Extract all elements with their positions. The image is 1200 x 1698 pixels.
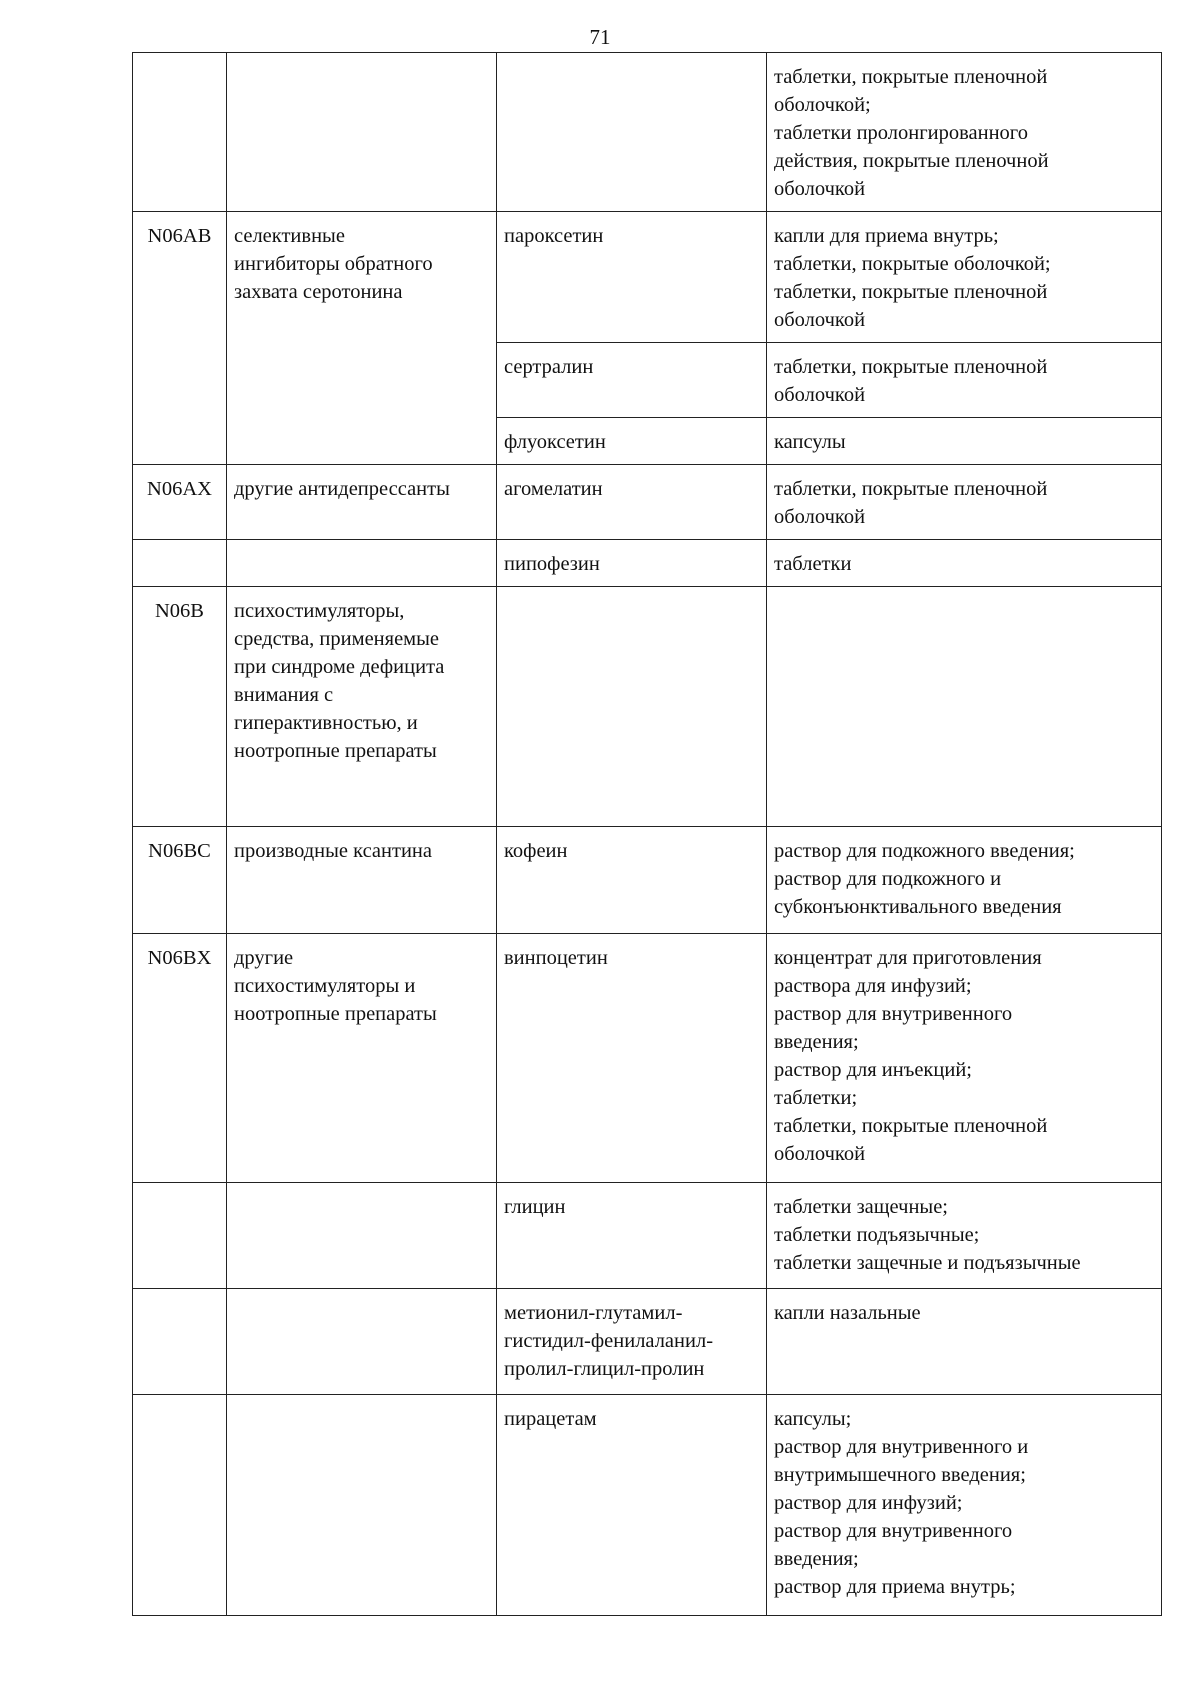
dosage-form-cell: капли назальные xyxy=(767,1289,1162,1395)
drug-name-cell: винпоцетин xyxy=(497,934,767,1183)
atc-code-cell xyxy=(133,53,227,212)
table-row xyxy=(133,212,1162,343)
drug-name-cell: флуоксетин xyxy=(497,418,767,465)
atc-code-cell xyxy=(133,1395,227,1616)
pharmacological-group-cell: другие антидепрессанты xyxy=(227,465,497,540)
dosage-form-cell: таблетки xyxy=(767,540,1162,587)
drug-name-cell: кофеин xyxy=(497,827,767,934)
table-row xyxy=(133,53,1162,212)
drug-name-cell: агомелатин xyxy=(497,465,767,540)
pharmacological-group-cell: производные ксантина xyxy=(227,827,497,934)
dosage-form-cell: капли для приема внутрь; таблетки, покрытые оболочкой; таблетки, покрытые пленочной оболочкой xyxy=(767,212,1162,343)
pharmacological-group-cell: психостимуляторы, средства, применяемые при синдроме дефицита внимания с гиперактивностью, и ноотропные препараты xyxy=(227,587,497,827)
drug-name-cell: пирацетам xyxy=(497,1395,767,1616)
table-row xyxy=(133,934,1162,1183)
pharmacological-group-cell: селективные ингибиторы обратного захвата серотонина xyxy=(227,212,497,465)
atc-code-cell xyxy=(133,1183,227,1289)
pharmacological-group-cell xyxy=(227,1183,497,1289)
medication-table xyxy=(132,52,1162,1616)
table-row xyxy=(133,1289,1162,1395)
atc-code-cell: N06BX xyxy=(133,934,227,1183)
atc-code-cell xyxy=(133,1289,227,1395)
pharmacological-group-cell xyxy=(227,53,497,212)
atc-code-cell xyxy=(133,540,227,587)
drug-name-cell: метионил-глутамил- гистидил-фенилаланил- пролил-глицил-пролин xyxy=(497,1289,767,1395)
drug-name-cell: сертралин xyxy=(497,343,767,418)
table-row xyxy=(133,587,1162,827)
drug-name-cell: пароксетин xyxy=(497,212,767,343)
table-row xyxy=(133,1183,1162,1289)
pharmacological-group-cell xyxy=(227,1395,497,1616)
drug-name-cell: пипофезин xyxy=(497,540,767,587)
dosage-form-cell: раствор для подкожного введения; раствор для подкожного и субконъюнктивального введения xyxy=(767,827,1162,934)
atc-code-cell: N06B xyxy=(133,587,227,827)
table-row xyxy=(133,827,1162,934)
drug-name-cell: глицин xyxy=(497,1183,767,1289)
drug-name-cell xyxy=(497,587,767,827)
dosage-form-cell: капсулы xyxy=(767,418,1162,465)
atc-code-cell: N06AB xyxy=(133,212,227,465)
dosage-form-cell xyxy=(767,587,1162,827)
dosage-form-cell: таблетки, покрытые пленочной оболочкой; таблетки пролонгированного действия, покрытые пленочной оболочкой xyxy=(767,53,1162,212)
dosage-form-cell: капсулы; раствор для внутривенного и внутримышечного введения; раствор для инфузий; раствор для внутривенного введения; раствор для приема внутрь; xyxy=(767,1395,1162,1616)
page-number: 71 xyxy=(589,25,611,49)
drug-name-cell xyxy=(497,53,767,212)
dosage-form-cell: концентрат для приготовления раствора для инфузий; раствор для внутривенного введения; раствор для инъекций; таблетки; таблетки, покрытые пленочной оболочкой xyxy=(767,934,1162,1183)
table-row xyxy=(133,1395,1162,1616)
table-row xyxy=(133,465,1162,540)
pharmacological-group-cell xyxy=(227,1289,497,1395)
dosage-form-cell: таблетки защечные; таблетки подъязычные; таблетки защечные и подъязычные xyxy=(767,1183,1162,1289)
atc-code-cell: N06AX xyxy=(133,465,227,540)
table-row xyxy=(133,540,1162,587)
pharmacological-group-cell: другие психостимуляторы и ноотропные препараты xyxy=(227,934,497,1183)
dosage-form-cell: таблетки, покрытые пленочной оболочкой xyxy=(767,343,1162,418)
dosage-form-cell: таблетки, покрытые пленочной оболочкой xyxy=(767,465,1162,540)
pharmacological-group-cell xyxy=(227,540,497,587)
atc-code-cell: N06BC xyxy=(133,827,227,934)
